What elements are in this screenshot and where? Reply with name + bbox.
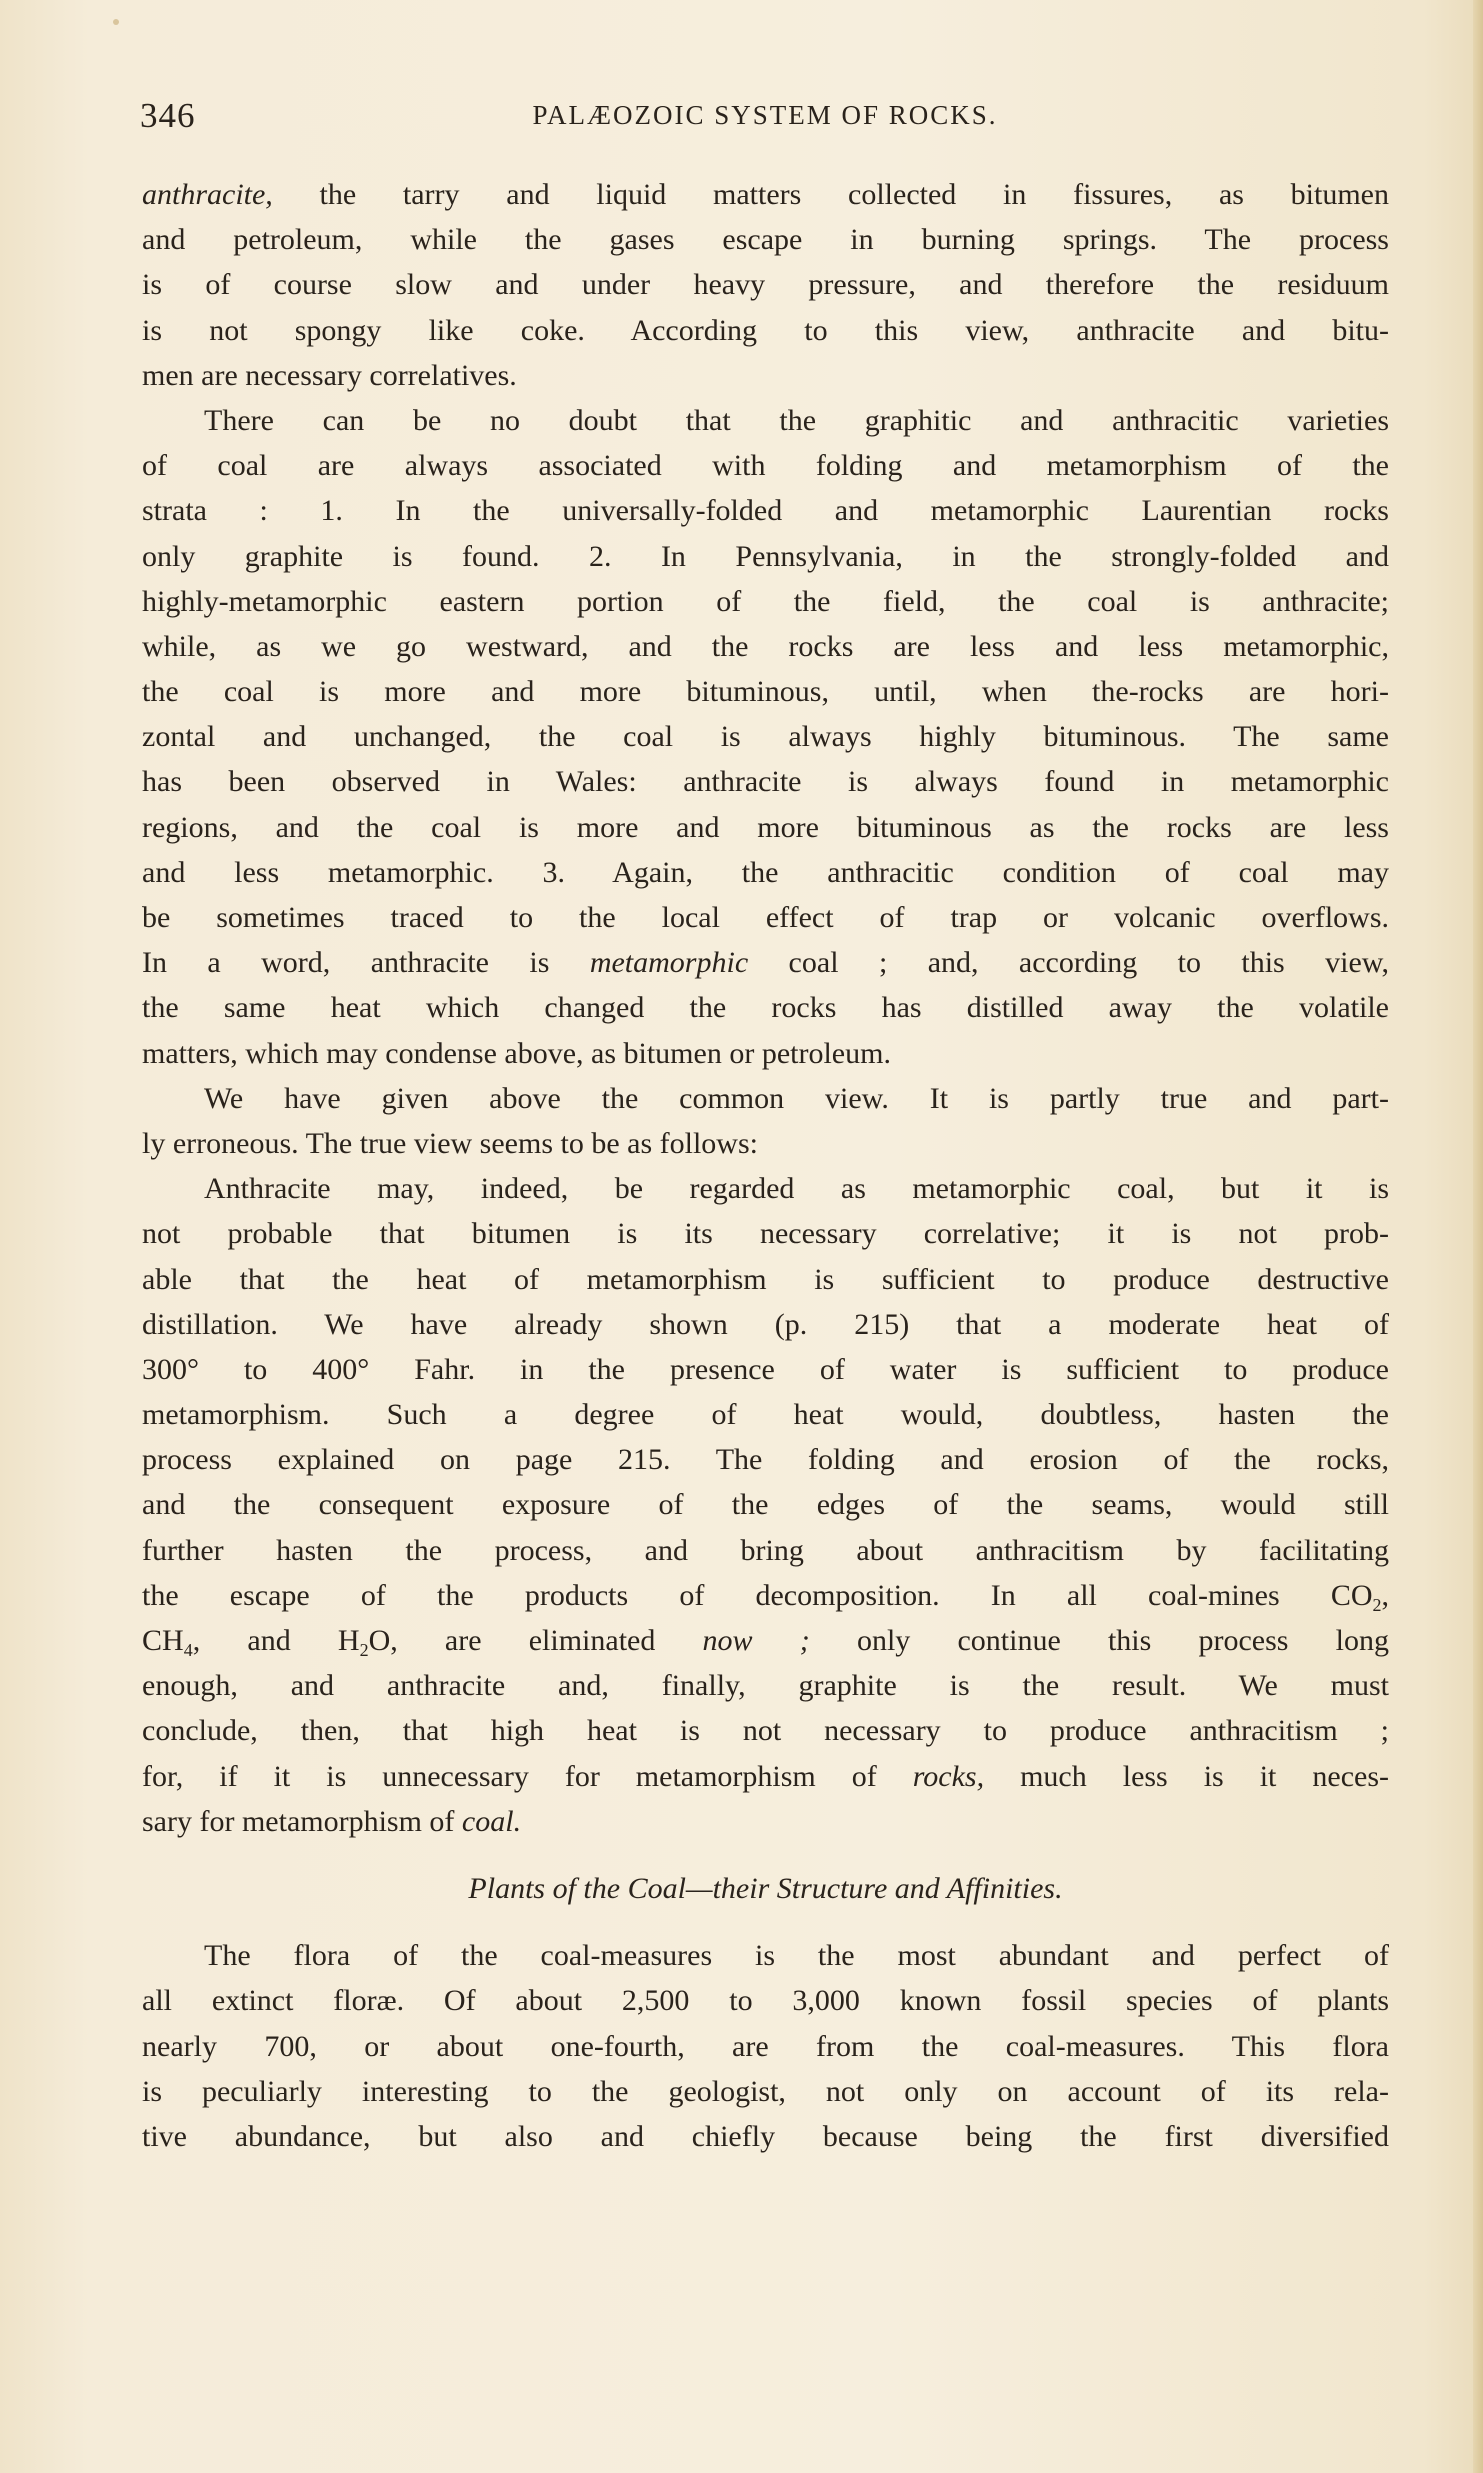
text-line: Anthracite may, indeed, be regarded as metamorphic coal, but it is — [204, 1172, 1389, 1206]
body-text — [142, 172, 1389, 2159]
text-line: be sometimes traced to the local effect of trap or volcanic overflows. — [142, 901, 1389, 934]
text-line: There can be no doubt that the graphitic and anthracitic varieties — [204, 403, 1389, 437]
text-line: ly erroneous. The true view seems to be as follows: — [142, 1126, 758, 1160]
text-line: The flora of the coal-measures is the most abundant and perfect of — [204, 1939, 1389, 1973]
text-line: is peculiarly interesting to the geologist, not only on account of its rela- — [142, 2074, 1389, 2108]
text-line: the escape of the products of decomposition. In all coal-mines $CO_2$, — [142, 1578, 1389, 1615]
text-line: further hasten the process, and bring about anthracitism by facilitating — [142, 1533, 1389, 1567]
text-line: is of course slow and under heavy pressure, and therefore the residuum — [142, 268, 1389, 302]
italic-term: coal. — [461, 1804, 522, 1838]
section-heading: Plants of the Coal—their Structure and Affinities. — [468, 1871, 1063, 1905]
page-number: 346 — [140, 96, 196, 135]
running-head: PALÆOZOIC SYSTEM OF ROCKS. — [532, 100, 998, 130]
text-line: sary for metamorphism of coal. — [142, 1804, 522, 1838]
text-line: not probable that bitumen is its necessary correlative; it is not prob- — [142, 1217, 1389, 1251]
subscript: 2 — [1372, 1594, 1382, 1615]
text-line: matters, which may condense above, as bitumen or petroleum. — [142, 1036, 891, 1070]
italic-term: now ; — [702, 1624, 810, 1657]
text-line: distillation. We have already shown (p. 215) that a moderate heat of — [142, 1307, 1389, 1341]
text-line: the same heat which changed the rocks has distilled away the volatile — [142, 991, 1389, 1025]
italic-term: metamorphic — [589, 946, 749, 980]
italic-term: anthracite, — [142, 178, 273, 211]
text-line: nearly 700, or about one-fourth, are from the coal-measures. This flora — [142, 2029, 1389, 2063]
text-line: all extinct floræ. Of about 2,500 to 3,000 known fossil species of plants — [142, 1984, 1389, 2018]
text-line: highly-metamorphic eastern portion of the field, the coal is anthracite; — [142, 584, 1389, 618]
text-line: the coal is more and more bituminous, until, when the-rocks are hori- — [142, 675, 1389, 709]
text-line: able that the heat of metamorphism is sufficient to produce destructive — [142, 1262, 1389, 1296]
text-line: regions, and the coal is more and more bituminous as the rocks are less — [142, 810, 1389, 844]
text-line: In a word, anthracite is metamorphic coal ; and, according to this view, — [142, 946, 1390, 980]
text-line: while, as we go westward, and the rocks are less and less metamorphic, — [142, 629, 1389, 663]
text-line: has been observed in Wales: anthracite is always found in metamorphic — [142, 765, 1389, 799]
text-line: is not spongy like coke. According to this view, anthracite and bitu- — [142, 313, 1389, 347]
subscript: 4 — [183, 1640, 193, 1660]
page-edge — [1473, 0, 1483, 2473]
text-line: strata : 1. In the universally-folded and metamorphic Laurentian rocks — [142, 494, 1389, 528]
text-line: metamorphism. Such a degree of heat would, doubtless, hasten the — [142, 1398, 1389, 1432]
text-line: anthracite, the tarry and liquid matters collected in fissures, as bitumen — [142, 178, 1389, 211]
text-line: We have given above the common view. It is partly true and part- — [204, 1081, 1389, 1115]
text-line: and petroleum, while the gases escape in burning springs. The process — [142, 223, 1389, 257]
text-line: and less metamorphic. 3. Again, the anthracitic condition of coal may — [142, 855, 1389, 889]
italic-term: rocks, — [912, 1759, 985, 1793]
text-line: 300° to 400° Fahr. in the presence of water is sufficient to produce — [142, 1352, 1389, 1386]
text-line: $CH_4$, and $H_2O$, are eliminated now ; only continue this process long — [142, 1624, 1389, 1660]
text-line: enough, and anthracite and, finally, graphite is the result. We must — [142, 1669, 1389, 1703]
subscript: 2 — [359, 1640, 369, 1660]
text-line: for, if it is unnecessary for metamorphism of rocks, much less is it neces- — [142, 1759, 1389, 1793]
text-line: men are necessary correlatives. — [142, 358, 517, 392]
text-line: only graphite is found. 2. In Pennsylvania, in the strongly-folded and — [142, 539, 1389, 573]
text-line: tive abundance, but also and chiefly because being the first diversified — [142, 2119, 1389, 2153]
page-header — [140, 96, 1390, 146]
text-line: zontal and unchanged, the coal is always highly bituminous. The same — [142, 720, 1389, 754]
text-line: of coal are always associated with folding and metamorphism of the — [142, 449, 1389, 483]
paper-speck — [113, 19, 119, 25]
text-line: and the consequent exposure of the edges of the seams, would still — [142, 1488, 1389, 1522]
text-line: conclude, then, that high heat is not necessary to produce anthracitism ; — [142, 1714, 1389, 1748]
text-line: process explained on page 215. The folding and erosion of the rocks, — [142, 1443, 1389, 1477]
